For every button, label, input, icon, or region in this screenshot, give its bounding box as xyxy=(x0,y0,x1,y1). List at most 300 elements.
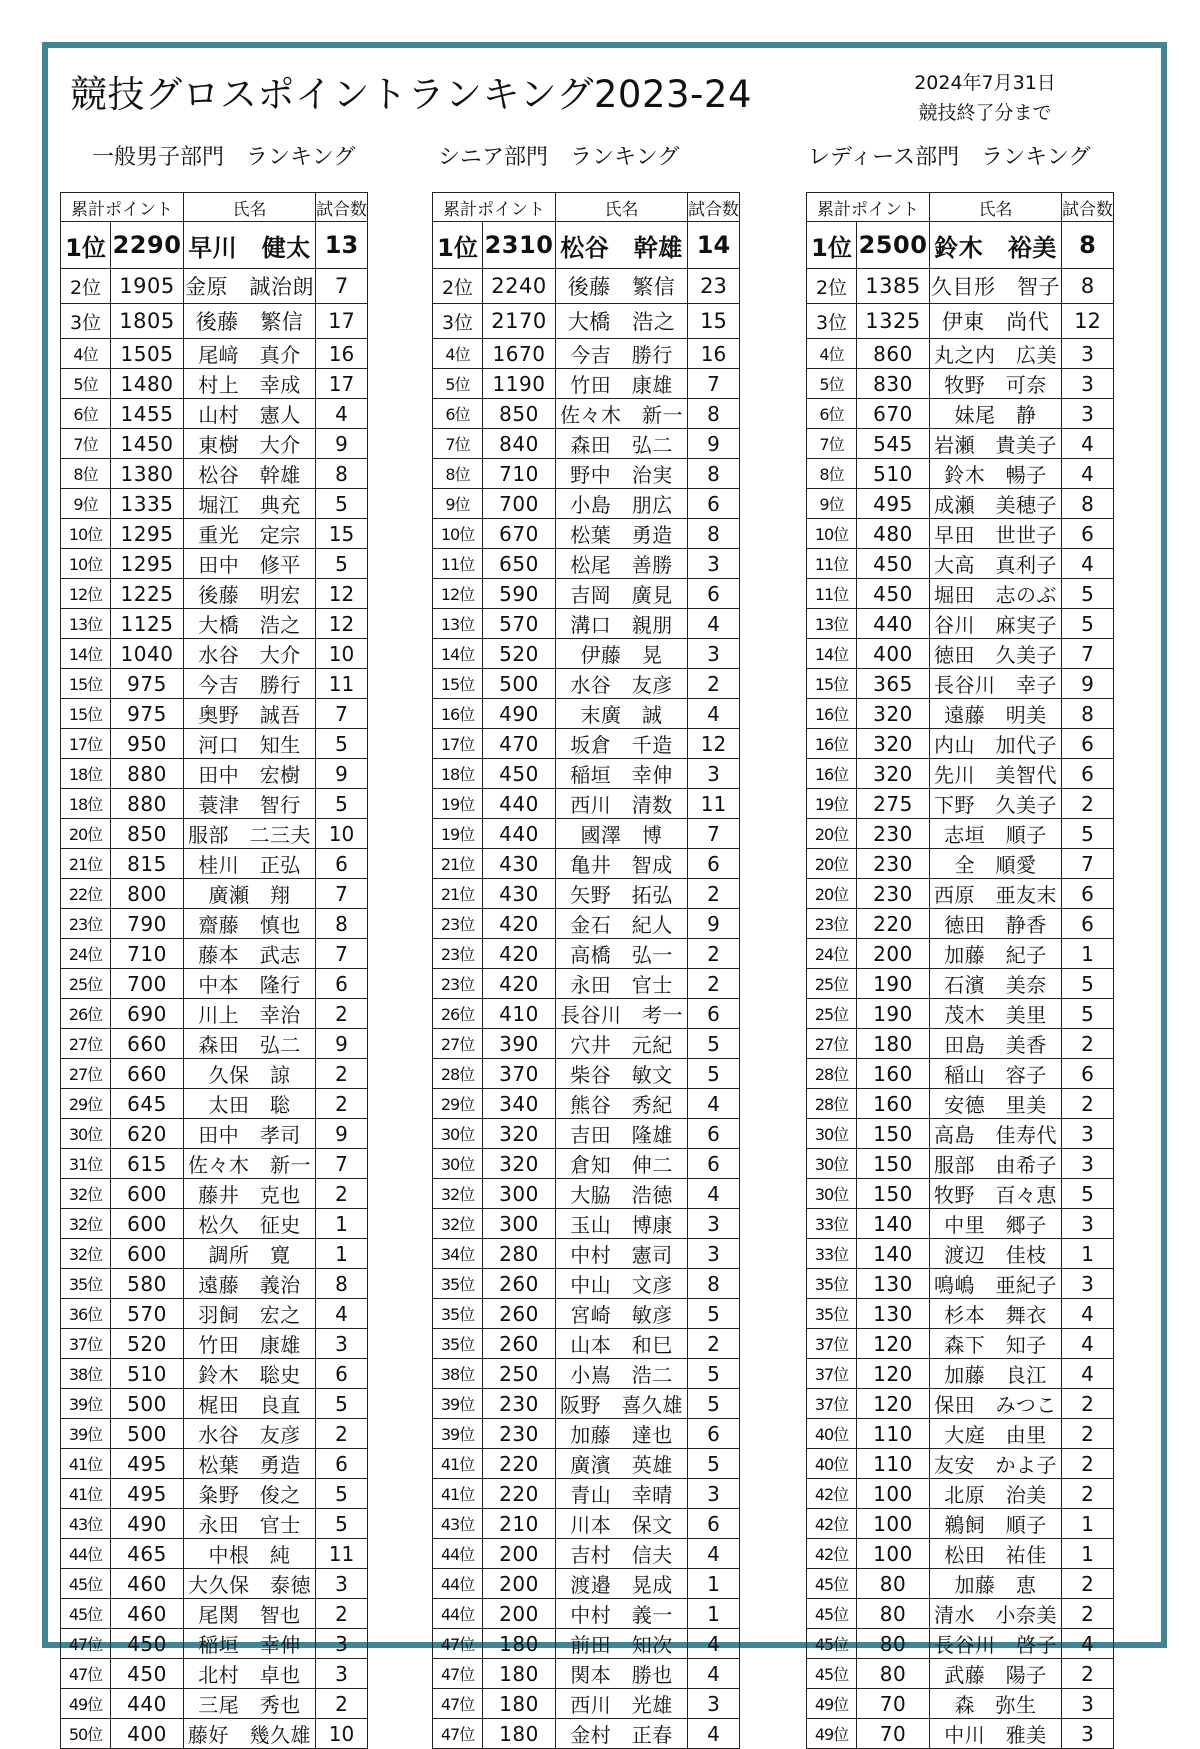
rank-cell: 26位 xyxy=(433,999,483,1029)
player-name-cell: 廣瀬 翔 xyxy=(184,879,316,909)
games-cell: 3 xyxy=(1062,1119,1114,1149)
player-name-cell: 河口 知生 xyxy=(184,729,316,759)
games-cell: 2 xyxy=(1062,1089,1114,1119)
section-title-men: 一般男子部門 ランキング xyxy=(92,145,356,170)
points-cell: 250 xyxy=(483,1359,556,1389)
rank-cell: 45位 xyxy=(807,1569,857,1599)
points-cell: 2240 xyxy=(483,269,556,304)
games-cell: 1 xyxy=(1062,1239,1114,1269)
points-cell: 490 xyxy=(483,699,556,729)
points-cell: 320 xyxy=(483,1149,556,1179)
table-row xyxy=(433,1239,740,1269)
rank-cell: 37位 xyxy=(807,1329,857,1359)
rank-cell: 4位 xyxy=(61,339,111,369)
games-cell: 8 xyxy=(688,399,740,429)
games-cell: 6 xyxy=(316,1449,368,1479)
table-row xyxy=(61,579,368,609)
games-cell: 2 xyxy=(316,1599,368,1629)
games-cell: 2 xyxy=(1062,1569,1114,1599)
games-cell: 6 xyxy=(688,999,740,1029)
points-cell: 100 xyxy=(857,1539,930,1569)
games-cell: 9 xyxy=(316,1119,368,1149)
rank-cell: 20位 xyxy=(807,849,857,879)
table-row xyxy=(807,399,1114,429)
table-row xyxy=(61,1359,368,1389)
rank-cell: 1位 xyxy=(61,222,111,269)
table-row xyxy=(433,789,740,819)
table-row xyxy=(807,999,1114,1029)
rank-cell: 1位 xyxy=(807,222,857,269)
date-note xyxy=(900,68,1070,128)
player-name-cell: 大橋 浩之 xyxy=(556,304,688,339)
table-row xyxy=(433,639,740,669)
points-cell: 830 xyxy=(857,369,930,399)
points-cell: 800 xyxy=(111,879,184,909)
rank-cell: 6位 xyxy=(61,399,111,429)
games-cell: 6 xyxy=(1062,909,1114,939)
points-cell: 495 xyxy=(857,489,930,519)
rank-cell: 8位 xyxy=(433,459,483,489)
points-cell: 510 xyxy=(111,1359,184,1389)
games-cell: 8 xyxy=(688,459,740,489)
table-row xyxy=(61,1719,368,1749)
games-cell: 7 xyxy=(316,879,368,909)
table-row xyxy=(61,819,368,849)
points-cell: 320 xyxy=(857,699,930,729)
player-name-cell: 長谷川 幸子 xyxy=(930,669,1062,699)
player-name-cell: 水谷 友彦 xyxy=(184,1419,316,1449)
games-cell: 7 xyxy=(688,819,740,849)
points-cell: 80 xyxy=(857,1629,930,1659)
rank-cell: 28位 xyxy=(433,1059,483,1089)
games-cell: 8 xyxy=(688,1269,740,1299)
table-row xyxy=(807,1689,1114,1719)
games-cell: 6 xyxy=(1062,879,1114,909)
points-cell: 400 xyxy=(857,639,930,669)
rank-cell: 47位 xyxy=(433,1659,483,1689)
points-cell: 230 xyxy=(483,1419,556,1449)
table-row xyxy=(61,304,368,339)
player-name-cell: 青山 幸晴 xyxy=(556,1479,688,1509)
points-cell: 1190 xyxy=(483,369,556,399)
table-row xyxy=(433,1719,740,1749)
points-cell: 160 xyxy=(857,1089,930,1119)
date-scope-line: 競技終了分まで xyxy=(918,102,1052,124)
rank-cell: 23位 xyxy=(807,909,857,939)
games-cell: 5 xyxy=(1062,969,1114,999)
games-cell: 16 xyxy=(688,339,740,369)
player-name-cell: 玉山 博康 xyxy=(556,1209,688,1239)
points-cell: 670 xyxy=(857,399,930,429)
rank-cell: 11位 xyxy=(807,549,857,579)
player-name-cell: 大高 真利子 xyxy=(930,549,1062,579)
player-name-cell: 國澤 博 xyxy=(556,819,688,849)
table-row xyxy=(433,1419,740,1449)
rank-cell: 16位 xyxy=(807,759,857,789)
player-name-cell: 成瀬 美穂子 xyxy=(930,489,1062,519)
games-cell: 3 xyxy=(1062,1209,1114,1239)
player-name-cell: 加藤 紀子 xyxy=(930,939,1062,969)
table-row xyxy=(433,879,740,909)
player-name-cell: 稲垣 幸伸 xyxy=(556,759,688,789)
games-cell: 14 xyxy=(688,222,740,269)
games-cell: 7 xyxy=(316,699,368,729)
games-cell: 4 xyxy=(688,699,740,729)
points-cell: 580 xyxy=(111,1269,184,1299)
points-cell: 300 xyxy=(483,1179,556,1209)
rank-cell: 23位 xyxy=(433,969,483,999)
points-cell: 1325 xyxy=(857,304,930,339)
player-name-cell: 村上 幸成 xyxy=(184,369,316,399)
player-name-cell: 三尾 秀也 xyxy=(184,1689,316,1719)
table-row xyxy=(807,1479,1114,1509)
points-cell: 220 xyxy=(483,1449,556,1479)
section-title-senior: シニア部門 ランキング xyxy=(438,145,680,170)
player-name-cell: 吉田 隆雄 xyxy=(556,1119,688,1149)
player-name-cell: 友安 かよ子 xyxy=(930,1449,1062,1479)
games-cell: 6 xyxy=(1062,1059,1114,1089)
points-cell: 230 xyxy=(857,819,930,849)
points-cell: 860 xyxy=(857,339,930,369)
player-name-cell: 小嶌 浩二 xyxy=(556,1359,688,1389)
table-row xyxy=(807,1119,1114,1149)
games-cell: 9 xyxy=(316,759,368,789)
games-cell: 3 xyxy=(1062,369,1114,399)
games-cell: 17 xyxy=(316,369,368,399)
rank-cell: 16位 xyxy=(807,699,857,729)
rank-cell: 5位 xyxy=(61,369,111,399)
rank-cell: 39位 xyxy=(61,1419,111,1449)
player-name-cell: 今吉 勝行 xyxy=(556,339,688,369)
player-name-cell: 西原 亜友末 xyxy=(930,879,1062,909)
player-name-cell: 中村 憲司 xyxy=(556,1239,688,1269)
games-cell: 4 xyxy=(1062,1359,1114,1389)
player-name-cell: 遠藤 義治 xyxy=(184,1269,316,1299)
points-cell: 100 xyxy=(857,1509,930,1539)
table-row xyxy=(807,969,1114,999)
rank-cell: 20位 xyxy=(61,819,111,849)
rank-cell: 34位 xyxy=(433,1239,483,1269)
player-name-cell: 堀江 典充 xyxy=(184,489,316,519)
games-cell: 2 xyxy=(1062,1479,1114,1509)
player-name-cell: 大庭 由里 xyxy=(930,1419,1062,1449)
games-cell: 4 xyxy=(688,1659,740,1689)
points-cell: 320 xyxy=(857,759,930,789)
table-row xyxy=(807,639,1114,669)
table-row xyxy=(61,1119,368,1149)
player-name-cell: 金石 紀人 xyxy=(556,909,688,939)
table-row xyxy=(61,1269,368,1299)
points-cell: 950 xyxy=(111,729,184,759)
points-cell: 1480 xyxy=(111,369,184,399)
rank-cell: 4位 xyxy=(807,339,857,369)
table-row xyxy=(807,729,1114,759)
games-cell: 9 xyxy=(316,1029,368,1059)
points-cell: 500 xyxy=(483,669,556,699)
points-cell: 1905 xyxy=(111,269,184,304)
table-row xyxy=(433,269,740,304)
points-cell: 600 xyxy=(111,1209,184,1239)
player-name-cell: 前田 知次 xyxy=(556,1629,688,1659)
games-cell: 3 xyxy=(688,639,740,669)
games-cell: 4 xyxy=(1062,429,1114,459)
player-name-cell: 渡邉 晃成 xyxy=(556,1569,688,1599)
player-name-cell: 松谷 幹雄 xyxy=(184,459,316,489)
player-name-cell: 中里 郷子 xyxy=(930,1209,1062,1239)
rank-cell: 45位 xyxy=(61,1569,111,1599)
table-row xyxy=(433,729,740,759)
rank-cell: 26位 xyxy=(61,999,111,1029)
rank-cell: 9位 xyxy=(433,489,483,519)
rank-cell: 24位 xyxy=(61,939,111,969)
rank-cell: 49位 xyxy=(61,1689,111,1719)
rank-cell: 45位 xyxy=(807,1659,857,1689)
player-name-cell: 坂倉 千造 xyxy=(556,729,688,759)
table-row xyxy=(433,1269,740,1299)
table-row xyxy=(433,1599,740,1629)
table-row xyxy=(807,1359,1114,1389)
games-cell: 5 xyxy=(1062,1179,1114,1209)
games-cell: 5 xyxy=(688,1449,740,1479)
header-games: 試合数 xyxy=(1062,193,1114,222)
table-row xyxy=(433,579,740,609)
table-row xyxy=(433,1029,740,1059)
player-name-cell: 保田 みつこ xyxy=(930,1389,1062,1419)
points-cell: 410 xyxy=(483,999,556,1029)
rank-cell: 19位 xyxy=(807,789,857,819)
points-cell: 440 xyxy=(857,609,930,639)
points-cell: 790 xyxy=(111,909,184,939)
games-cell: 2 xyxy=(1062,1449,1114,1479)
player-name-cell: 中山 文彦 xyxy=(556,1269,688,1299)
player-name-cell: 藤本 武志 xyxy=(184,939,316,969)
points-cell: 220 xyxy=(857,909,930,939)
rank-cell: 27位 xyxy=(61,1029,111,1059)
player-name-cell: 永田 官士 xyxy=(556,969,688,999)
player-name-cell: 志垣 順子 xyxy=(930,819,1062,849)
games-cell: 3 xyxy=(688,759,740,789)
table-row xyxy=(433,339,740,369)
games-cell: 2 xyxy=(688,879,740,909)
player-name-cell: 全 順愛 xyxy=(930,849,1062,879)
points-cell: 620 xyxy=(111,1119,184,1149)
points-cell: 260 xyxy=(483,1329,556,1359)
player-name-cell: 松久 征史 xyxy=(184,1209,316,1239)
points-cell: 1125 xyxy=(111,609,184,639)
table-row xyxy=(61,1029,368,1059)
table-row xyxy=(61,222,368,269)
games-cell: 3 xyxy=(316,1629,368,1659)
table-row xyxy=(807,1089,1114,1119)
player-name-cell: 佐々木 新一 xyxy=(556,399,688,429)
table-row xyxy=(61,1209,368,1239)
table-row xyxy=(61,1479,368,1509)
games-cell: 4 xyxy=(316,1299,368,1329)
games-cell: 12 xyxy=(316,609,368,639)
table-row xyxy=(61,369,368,399)
player-name-cell: 田島 美香 xyxy=(930,1029,1062,1059)
player-name-cell: 宮崎 敏彦 xyxy=(556,1299,688,1329)
player-name-cell: 茂木 美里 xyxy=(930,999,1062,1029)
games-cell: 8 xyxy=(316,1269,368,1299)
player-name-cell: 森 弥生 xyxy=(930,1689,1062,1719)
table-header-row xyxy=(61,193,368,222)
rank-cell: 10位 xyxy=(807,519,857,549)
table-row xyxy=(61,1659,368,1689)
table-row xyxy=(807,759,1114,789)
points-cell: 510 xyxy=(857,459,930,489)
table-row xyxy=(433,1659,740,1689)
player-name-cell: 金原 誠治朗 xyxy=(184,269,316,304)
points-cell: 180 xyxy=(857,1029,930,1059)
points-cell: 1385 xyxy=(857,269,930,304)
points-cell: 2500 xyxy=(857,222,930,269)
player-name-cell: 松葉 勇造 xyxy=(556,519,688,549)
table-row xyxy=(61,969,368,999)
table-row xyxy=(61,699,368,729)
games-cell: 15 xyxy=(688,304,740,339)
player-name-cell: 森田 弘二 xyxy=(556,429,688,459)
points-cell: 190 xyxy=(857,999,930,1029)
table-row xyxy=(807,1599,1114,1629)
rank-cell: 35位 xyxy=(807,1269,857,1299)
rank-cell: 2位 xyxy=(61,269,111,304)
games-cell: 2 xyxy=(316,1059,368,1089)
table-row xyxy=(433,549,740,579)
player-name-cell: 高橋 弘一 xyxy=(556,939,688,969)
player-name-cell: 松田 祐佳 xyxy=(930,1539,1062,1569)
rank-cell: 25位 xyxy=(807,999,857,1029)
rank-cell: 30位 xyxy=(807,1149,857,1179)
player-name-cell: 杉本 舞衣 xyxy=(930,1299,1062,1329)
rank-cell: 16位 xyxy=(433,699,483,729)
table-header-row xyxy=(807,193,1114,222)
points-cell: 110 xyxy=(857,1419,930,1449)
table-row xyxy=(61,1449,368,1479)
points-cell: 110 xyxy=(857,1449,930,1479)
rank-cell: 44位 xyxy=(433,1599,483,1629)
games-cell: 4 xyxy=(688,1089,740,1119)
player-name-cell: 中村 義一 xyxy=(556,1599,688,1629)
table-row xyxy=(61,269,368,304)
games-cell: 3 xyxy=(688,1239,740,1269)
player-name-cell: 久保 諒 xyxy=(184,1059,316,1089)
table-row xyxy=(61,909,368,939)
games-cell: 2 xyxy=(1062,1389,1114,1419)
header-points: 累計ポイント xyxy=(61,193,184,222)
points-cell: 200 xyxy=(857,939,930,969)
rank-cell: 44位 xyxy=(433,1569,483,1599)
games-cell: 6 xyxy=(316,849,368,879)
games-cell: 5 xyxy=(688,1299,740,1329)
games-cell: 8 xyxy=(1062,269,1114,304)
player-name-cell: 石濱 美奈 xyxy=(930,969,1062,999)
points-cell: 710 xyxy=(483,459,556,489)
points-cell: 180 xyxy=(483,1629,556,1659)
table-header-row xyxy=(433,193,740,222)
rank-cell: 15位 xyxy=(61,669,111,699)
table-row xyxy=(807,429,1114,459)
table-row xyxy=(433,1329,740,1359)
table-row xyxy=(61,1329,368,1359)
points-cell: 230 xyxy=(857,849,930,879)
rank-cell: 9位 xyxy=(807,489,857,519)
rank-cell: 30位 xyxy=(433,1119,483,1149)
games-cell: 6 xyxy=(688,1119,740,1149)
points-cell: 615 xyxy=(111,1149,184,1179)
games-cell: 1 xyxy=(316,1209,368,1239)
rank-cell: 15位 xyxy=(433,669,483,699)
table-row xyxy=(433,909,740,939)
points-cell: 1450 xyxy=(111,429,184,459)
table-row xyxy=(433,1059,740,1089)
points-cell: 1670 xyxy=(483,339,556,369)
rank-cell: 9位 xyxy=(61,489,111,519)
points-cell: 495 xyxy=(111,1449,184,1479)
table-row xyxy=(807,1629,1114,1659)
rank-cell: 45位 xyxy=(807,1599,857,1629)
games-cell: 1 xyxy=(316,1239,368,1269)
points-cell: 230 xyxy=(857,879,930,909)
games-cell: 2 xyxy=(1062,1599,1114,1629)
games-cell: 1 xyxy=(1062,939,1114,969)
table-row xyxy=(61,1629,368,1659)
player-name-cell: 竹田 康雄 xyxy=(556,369,688,399)
table-row xyxy=(61,1539,368,1569)
rank-cell: 10位 xyxy=(433,519,483,549)
points-cell: 520 xyxy=(483,639,556,669)
rank-cell: 49位 xyxy=(807,1719,857,1749)
table-row xyxy=(433,1629,740,1659)
rank-cell: 23位 xyxy=(433,939,483,969)
table-row xyxy=(61,1569,368,1599)
points-cell: 1295 xyxy=(111,519,184,549)
player-name-cell: 倉知 伸二 xyxy=(556,1149,688,1179)
rank-cell: 27位 xyxy=(433,1029,483,1059)
points-cell: 1505 xyxy=(111,339,184,369)
rank-cell: 19位 xyxy=(433,819,483,849)
games-cell: 6 xyxy=(688,1509,740,1539)
games-cell: 8 xyxy=(316,909,368,939)
games-cell: 2 xyxy=(688,1329,740,1359)
table-row xyxy=(433,1089,740,1119)
games-cell: 1 xyxy=(1062,1509,1114,1539)
points-cell: 465 xyxy=(111,1539,184,1569)
games-cell: 3 xyxy=(1062,1149,1114,1179)
points-cell: 120 xyxy=(857,1359,930,1389)
table-row xyxy=(433,669,740,699)
rank-cell: 25位 xyxy=(807,969,857,999)
rank-cell: 35位 xyxy=(433,1329,483,1359)
games-cell: 1 xyxy=(1062,1539,1114,1569)
games-cell: 6 xyxy=(688,849,740,879)
rank-cell: 19位 xyxy=(433,789,483,819)
table-row xyxy=(807,939,1114,969)
player-name-cell: 長谷川 考一 xyxy=(556,999,688,1029)
table-row xyxy=(433,1119,740,1149)
games-cell: 3 xyxy=(688,549,740,579)
points-cell: 80 xyxy=(857,1599,930,1629)
games-cell: 5 xyxy=(688,1359,740,1389)
points-cell: 880 xyxy=(111,789,184,819)
rank-cell: 8位 xyxy=(807,459,857,489)
points-cell: 1335 xyxy=(111,489,184,519)
rank-cell: 5位 xyxy=(433,369,483,399)
rank-cell: 36位 xyxy=(61,1299,111,1329)
player-name-cell: 田中 孝司 xyxy=(184,1119,316,1149)
points-cell: 275 xyxy=(857,789,930,819)
table-row xyxy=(807,699,1114,729)
